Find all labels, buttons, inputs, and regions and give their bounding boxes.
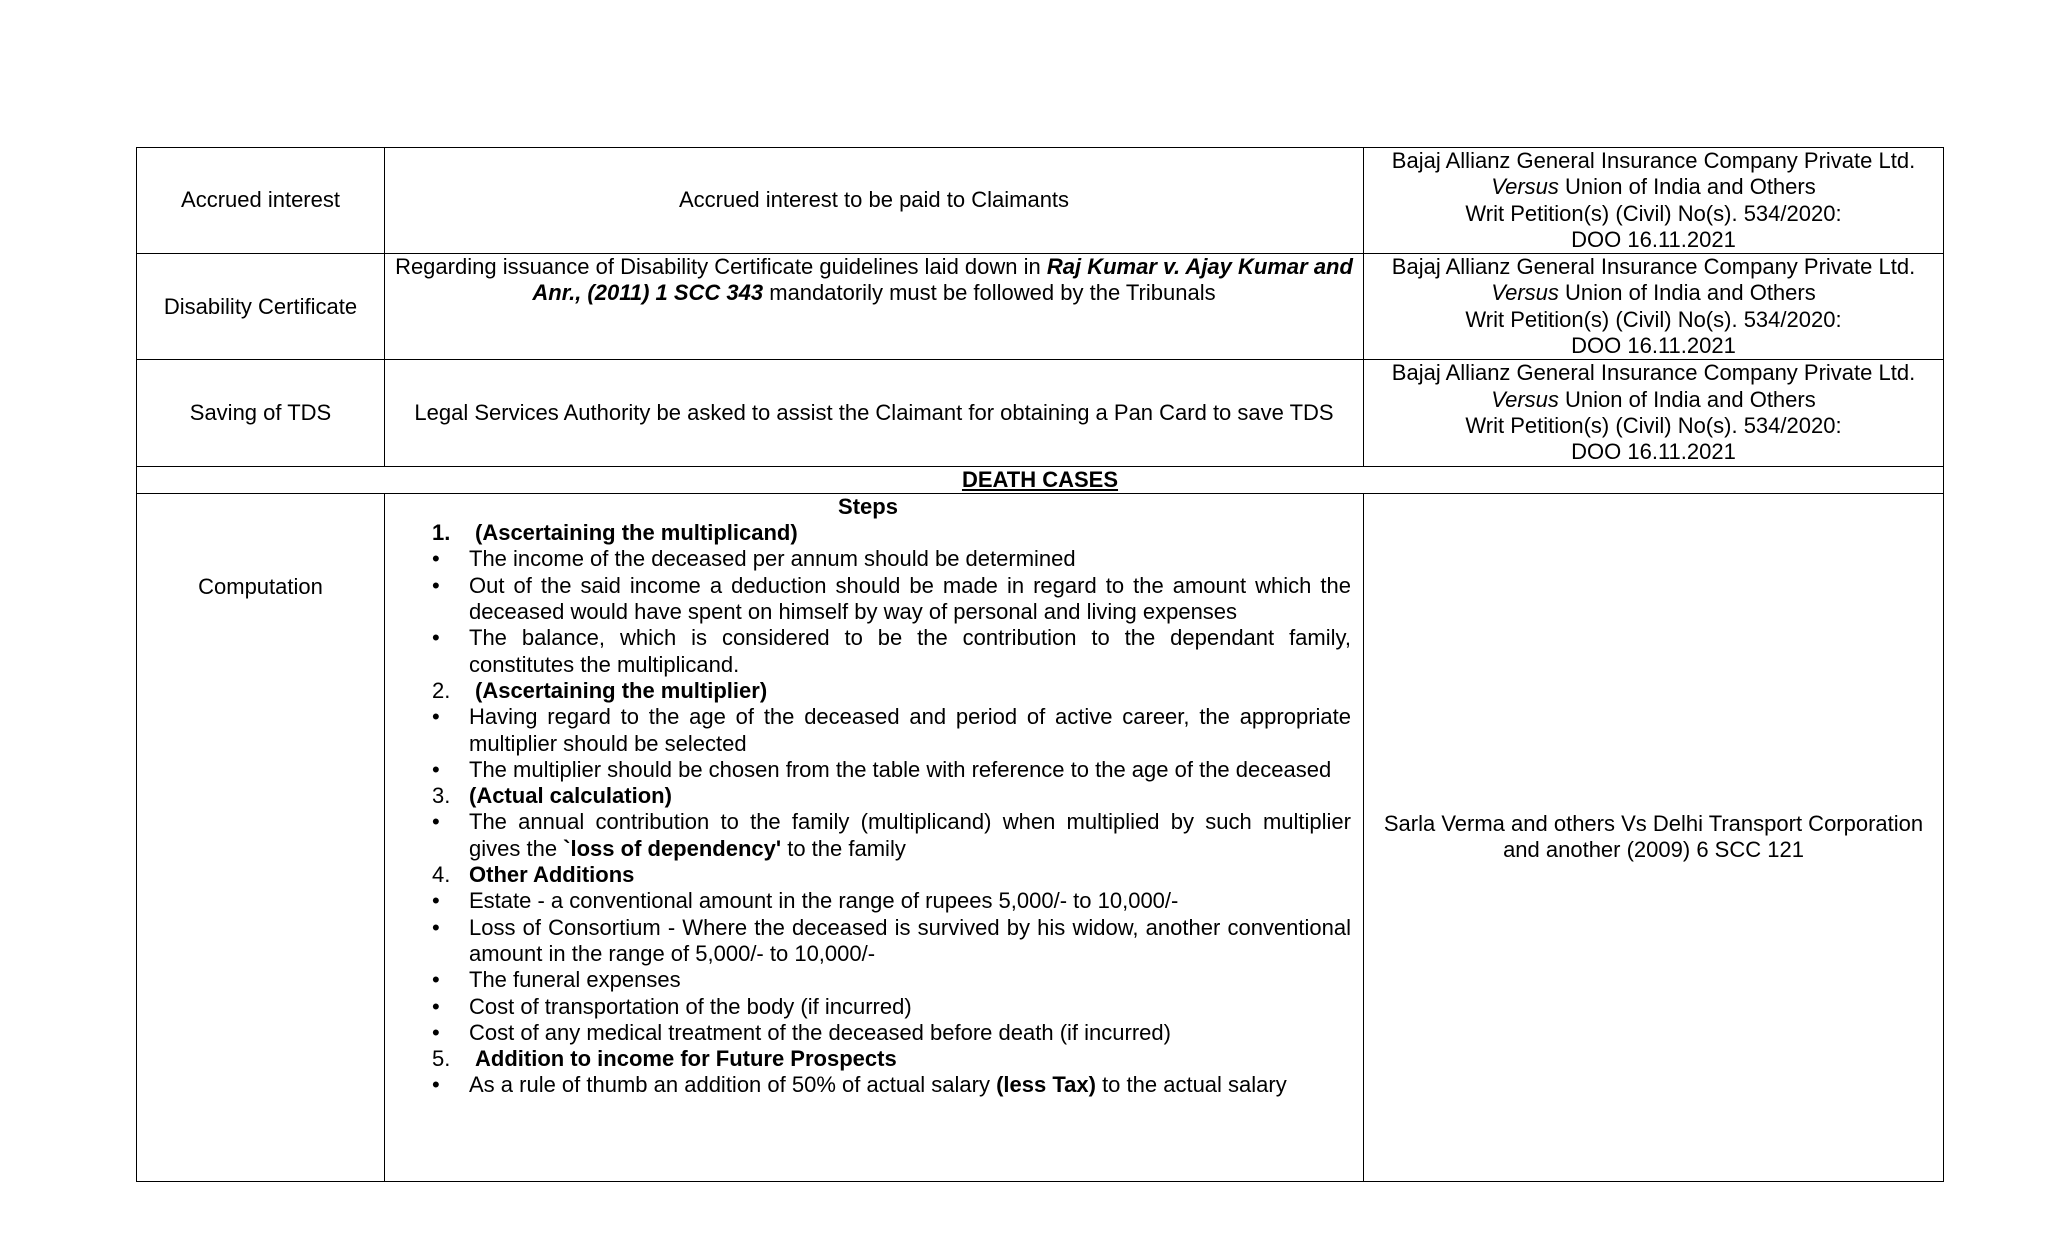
citation-line: Writ Petition(s) (Civil) No(s). 534/2020: <box>1465 412 1842 438</box>
bullet-marker: • <box>432 704 440 730</box>
step-text: The balance, which is considered to be the contribution to the dependant family, constitutes the multiplicand. <box>469 625 1351 677</box>
versus-text: Versus <box>1491 386 1559 412</box>
description-cell: Legal Services Authority be asked to assist the Claimant for obtaining a Pan Card to save TDS <box>385 360 1364 466</box>
emphasis-text: `loss of dependency' <box>563 835 782 861</box>
section-header: DEATH CASES <box>137 466 1944 493</box>
step-bullet-item <box>385 994 1351 1020</box>
step-bullet-item <box>385 757 1351 783</box>
bullet-marker: • <box>432 1072 440 1098</box>
step-text: Cost of any medical treatment of the deceased before death (if incurred) <box>469 1019 1171 1045</box>
topic-cell: Saving of TDS <box>137 360 385 466</box>
step-text: The multiplier should be chosen from the table with reference to the age of the deceased <box>469 756 1332 782</box>
bullet-marker: • <box>432 756 440 782</box>
step-text: Estate - a conventional amount in the range of rupees 5,000/- to 10,000/- <box>469 888 1179 914</box>
citation-text: Union of India and Others <box>1558 174 1816 200</box>
step-heading <box>385 1046 1351 1072</box>
versus-text: Versus <box>1491 280 1559 306</box>
bullet-marker: • <box>432 572 440 598</box>
step-text: As a rule of thumb an addition of 50% of actual salary <box>469 1072 997 1098</box>
step-heading-text: (Actual calculation) <box>469 783 672 809</box>
description-cell <box>385 254 1364 360</box>
steps-list <box>385 520 1351 1099</box>
citation-line <box>1372 280 1935 306</box>
step-text: The annual contribution to the family (multiplicand) when multiplied by such multiplier gives the <box>469 809 1351 861</box>
step-heading-text: Other Additions <box>469 862 635 888</box>
citation-line: Bajaj Allianz General Insurance Company Private Ltd. <box>1391 360 1916 386</box>
bullet-marker: • <box>432 625 440 651</box>
step-text: to the family <box>781 835 906 861</box>
citation-line: Bajaj Allianz General Insurance Company Private Ltd. <box>1391 254 1916 280</box>
description-text: Regarding issuance of Disability Certificate guidelines laid down in <box>395 254 1047 280</box>
bullet-marker: • <box>432 914 440 940</box>
topic-cell: Accrued interest <box>137 148 385 254</box>
table-row <box>137 493 1944 1181</box>
step-text: Out of the said income a deduction should be made in regard to the amount which the deceased would have spent on himself by way of personal and living expenses <box>469 572 1351 625</box>
step-text: to the actual salary <box>1095 1072 1287 1098</box>
bullet-marker: • <box>432 967 440 993</box>
bullet-marker: • <box>432 546 440 572</box>
steps-title: Steps <box>838 493 898 519</box>
citation-line <box>1372 174 1935 200</box>
step-heading-text: Addition to income for Future Prospects <box>475 1046 897 1072</box>
description-cell: Accrued interest to be paid to Claimants <box>385 148 1364 254</box>
citation-line: Writ Petition(s) (Civil) No(s). 534/2020: <box>1465 200 1842 226</box>
citation-line: DOO 16.11.2021 <box>1571 226 1736 252</box>
citation-line: DOO 16.11.2021 <box>1571 439 1736 465</box>
step-bullet-item <box>385 1020 1351 1046</box>
table-row <box>137 254 1944 360</box>
step-text: Cost of transportation of the body (if incurred) <box>469 993 912 1019</box>
table-row <box>137 148 1944 254</box>
step-number: 2. <box>432 677 451 703</box>
step-bullet-item <box>385 888 1351 914</box>
citation-cell <box>1364 254 1944 360</box>
step-text: The funeral expenses <box>469 967 681 993</box>
step-heading <box>385 783 1351 809</box>
section-header-row <box>137 466 1944 493</box>
citation-line <box>1372 387 1935 413</box>
step-heading-text: (Ascertaining the multiplicand) <box>475 520 798 546</box>
step-number: 1. <box>432 520 451 546</box>
citation-text: Union of India and Others <box>1558 280 1816 306</box>
step-heading <box>385 520 1351 546</box>
step-bullet-item <box>385 915 1351 968</box>
citation-cell <box>1364 360 1944 466</box>
citation-line: DOO 16.11.2021 <box>1571 333 1736 359</box>
step-bullet-item <box>385 1072 1351 1098</box>
table-row <box>137 360 1944 466</box>
citation-text: Union of India and Others <box>1558 386 1816 412</box>
step-heading-text: (Ascertaining the multiplier) <box>475 677 768 703</box>
step-heading <box>385 678 1351 704</box>
bullet-marker: • <box>432 1019 440 1045</box>
step-number: 3. <box>432 783 451 809</box>
step-heading <box>385 862 1351 888</box>
step-bullet-item <box>385 546 1351 572</box>
versus-text: Versus <box>1491 174 1559 200</box>
step-text: The income of the deceased per annum should be determined <box>469 546 1076 572</box>
step-bullet-item <box>385 809 1351 862</box>
citation-line: Writ Petition(s) (Civil) No(s). 534/2020: <box>1465 306 1842 332</box>
step-bullet-item <box>385 704 1351 757</box>
step-number: 4. <box>432 862 451 888</box>
bullet-marker: • <box>432 993 440 1019</box>
step-bullet-item <box>385 573 1351 626</box>
bullet-marker: • <box>432 809 440 835</box>
case-citation: Raj Kumar v. Ajay Kumar and Anr., (2011) 1 SCC 343 <box>532 254 1353 306</box>
citation-cell <box>1364 148 1944 254</box>
step-text: Loss of Consortium - Where the deceased is survived by his widow, another conventional amount in the range of 5,000/- to 10,000/- <box>469 914 1351 966</box>
step-bullet-item <box>385 967 1351 993</box>
citation-line: Bajaj Allianz General Insurance Company Private Ltd. <box>1391 148 1916 173</box>
computation-steps-cell <box>385 493 1364 1181</box>
description-text: mandatorily must be followed by the Tribunals <box>763 280 1216 306</box>
step-number: 5. <box>432 1046 451 1072</box>
step-text: Having regard to the age of the deceased and period of active career, the appropriate multiplier should be selected <box>469 704 1351 756</box>
step-bullet-item <box>385 625 1351 678</box>
emphasis-text: (less Tax) <box>996 1072 1096 1098</box>
topic-cell: Disability Certificate <box>137 254 385 360</box>
judgment-summary-table <box>136 147 1944 1182</box>
topic-cell: Computation <box>137 493 385 1181</box>
bullet-marker: • <box>432 888 440 914</box>
citation-cell: Sarla Verma and others Vs Delhi Transport Corporation and another (2009) 6 SCC 121 <box>1364 493 1944 1181</box>
